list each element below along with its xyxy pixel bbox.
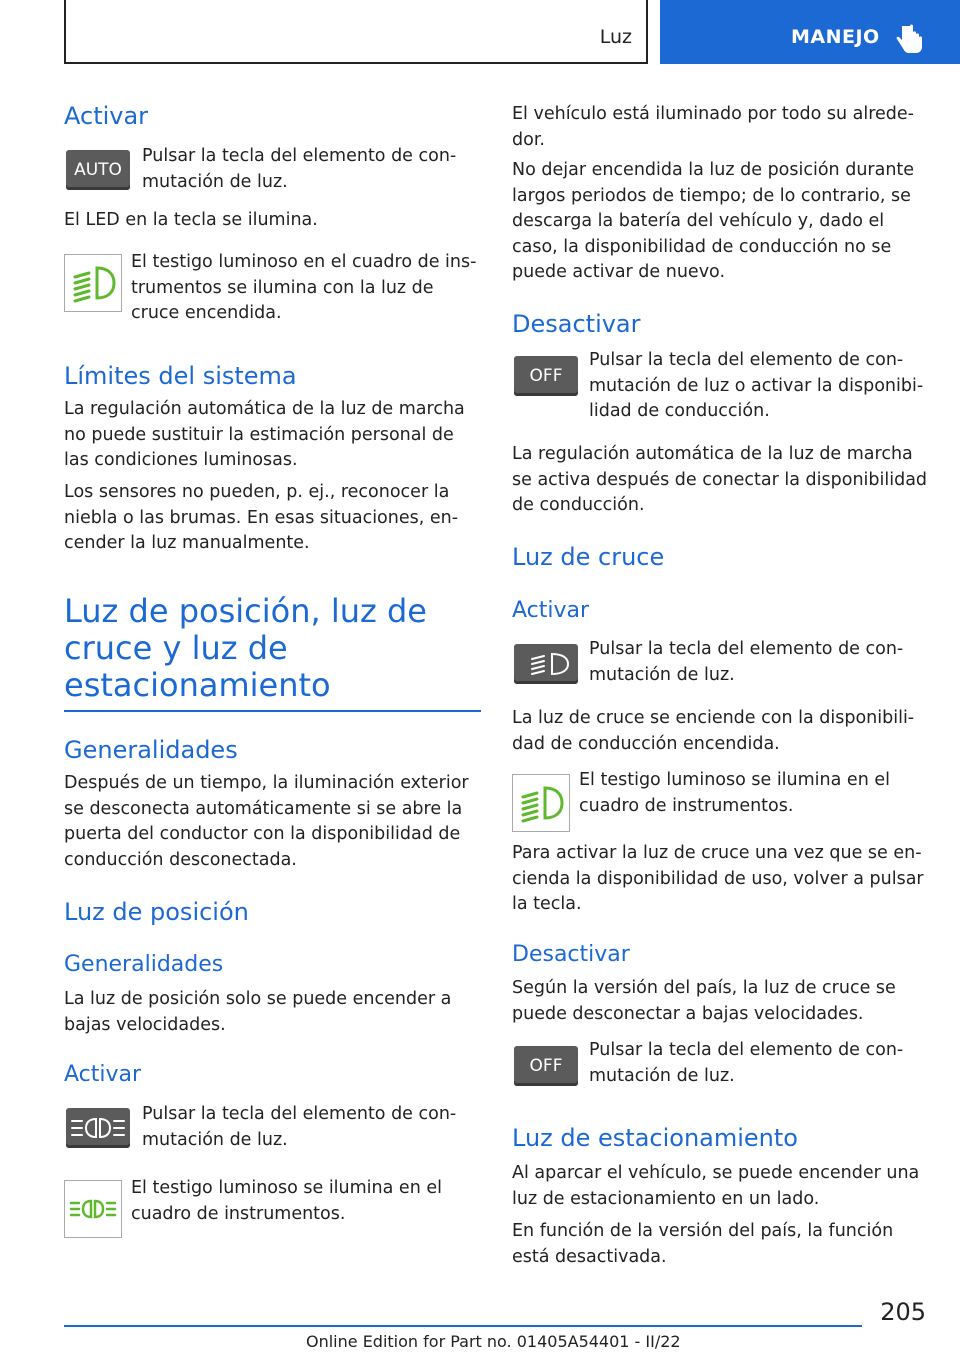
section-divider [64,710,481,712]
posicion-heading: Luz de posición [64,898,249,926]
auto-key-icon: AUTO [66,150,130,190]
chapter-tab-label: MANEJO [791,26,880,48]
desactivar-heading: Desactivar [512,310,641,338]
header-section-title: Luz [599,26,632,48]
testigo-posicion-text: El testigo luminoso se ilumina en el cuadro de instrumentos. [131,1178,442,1224]
limites-paragraph-2: Los sensores no pueden, p. ej., reconocer la niebla o las brumas. En esas situaciones, en- cender la luz manualmente. [64,482,459,553]
position-light-indicator-icon [64,1180,122,1238]
activar-cruce-instruction: Pulsar la tecla del elemento de con- mutación de luz. [589,639,904,685]
activar-cruce-heading: Activar [512,598,590,623]
hand-pointer-icon [896,24,924,54]
low-beam-indicator-icon-2 [512,774,570,832]
estacionamiento-paragraph-2: En función de la versión del país, la función está desactivada. [512,1221,894,1267]
desactivar-cruce-paragraph: Según la versión del país, la luz de cruce se puede desconectar a bajas velocidades. [512,978,896,1024]
footer-divider [64,1325,862,1327]
cruce-paragraph-1: La luz de cruce se enciende con la disponibili- dad de conducción encendida. [512,708,915,754]
generalidades-paragraph: Después de un tiempo, la iluminación exterior se desconecta automáticamente si se abre la puerta del conductor con la disponibilidad de conducción desconectada. [64,773,469,870]
chapter-tab[interactable] [660,0,960,64]
cruce-paragraph-2: Para activar la luz de cruce una vez que se en- cienda la disponibilidad de uso, volver a pulsar la tecla. [512,843,924,914]
intro-paragraph-1: El vehículo está iluminado por todo su alrede- dor. [512,104,914,150]
activar-posicion-instruction: Pulsar la tecla del elemento de con- mutación de luz. [142,1104,457,1150]
low-beam-indicator-icon [64,254,122,312]
limites-heading: Límites del sistema [64,362,297,390]
limites-paragraph-1: La regulación automática de la luz de marcha no puede sustituir la estimación personal de las condiciones luminosas. [64,399,465,470]
section-title: Luz de posición, luz de cruce y luz de estacionamiento [64,592,427,704]
activar-instruction: Pulsar la tecla del elemento de con- mutación de luz. [142,146,457,192]
header-frame [64,0,648,64]
generalidades-posicion-paragraph: La luz de posición solo se puede encender a bajas velocidades. [64,989,452,1035]
estacionamiento-paragraph-1: Al aparcar el vehículo, se puede encender una luz de estacionamiento en un lado. [512,1163,920,1209]
activar-heading: Activar [64,102,149,130]
cruce-heading: Luz de cruce [512,543,665,571]
estacionamiento-heading: Luz de estacionamiento [512,1124,798,1152]
desactivar-cruce-heading: Desactivar [512,942,630,967]
testigo-cruce-text: El testigo luminoso se ilumina en el cuadro de instrumentos. [579,770,890,816]
testigo-text: El testigo luminoso en el cuadro de ins- trumentos se ilumina con la luz de cruce encendida. [131,252,477,323]
low-beam-key-icon [514,644,578,684]
footer-edition: Online Edition for Part no. 01405A54401 - II/22 [306,1332,681,1351]
intro-paragraph-2: No dejar encendida la luz de posición durante largos periodos de tiempo; de lo contrario, se descarga la batería del vehículo y, dado el caso, la disponibilidad de conducción no se puede activar de nuevo. [512,160,915,282]
desactivar-instruction: Pulsar la tecla del elemento de con- mutación de luz o activar la disponibi- lidad de conducción. [589,350,924,421]
position-light-key-icon [66,1108,130,1148]
activar-posicion-heading: Activar [64,1062,142,1087]
desactivar-paragraph: La regulación automática de la luz de marcha se activa después de conectar la disponibilidad de conducción. [512,444,928,515]
off-key-icon: OFF [514,356,578,396]
off-key-icon-2: OFF [514,1046,578,1086]
generalidades-heading: Generalidades [64,736,238,764]
desactivar-cruce-instruction: Pulsar la tecla del elemento de con- mutación de luz. [589,1040,904,1086]
generalidades-subheading: Generalidades [64,952,224,977]
page-number: 205 [880,1298,926,1326]
led-text: El LED en la tecla se ilumina. [64,210,318,230]
